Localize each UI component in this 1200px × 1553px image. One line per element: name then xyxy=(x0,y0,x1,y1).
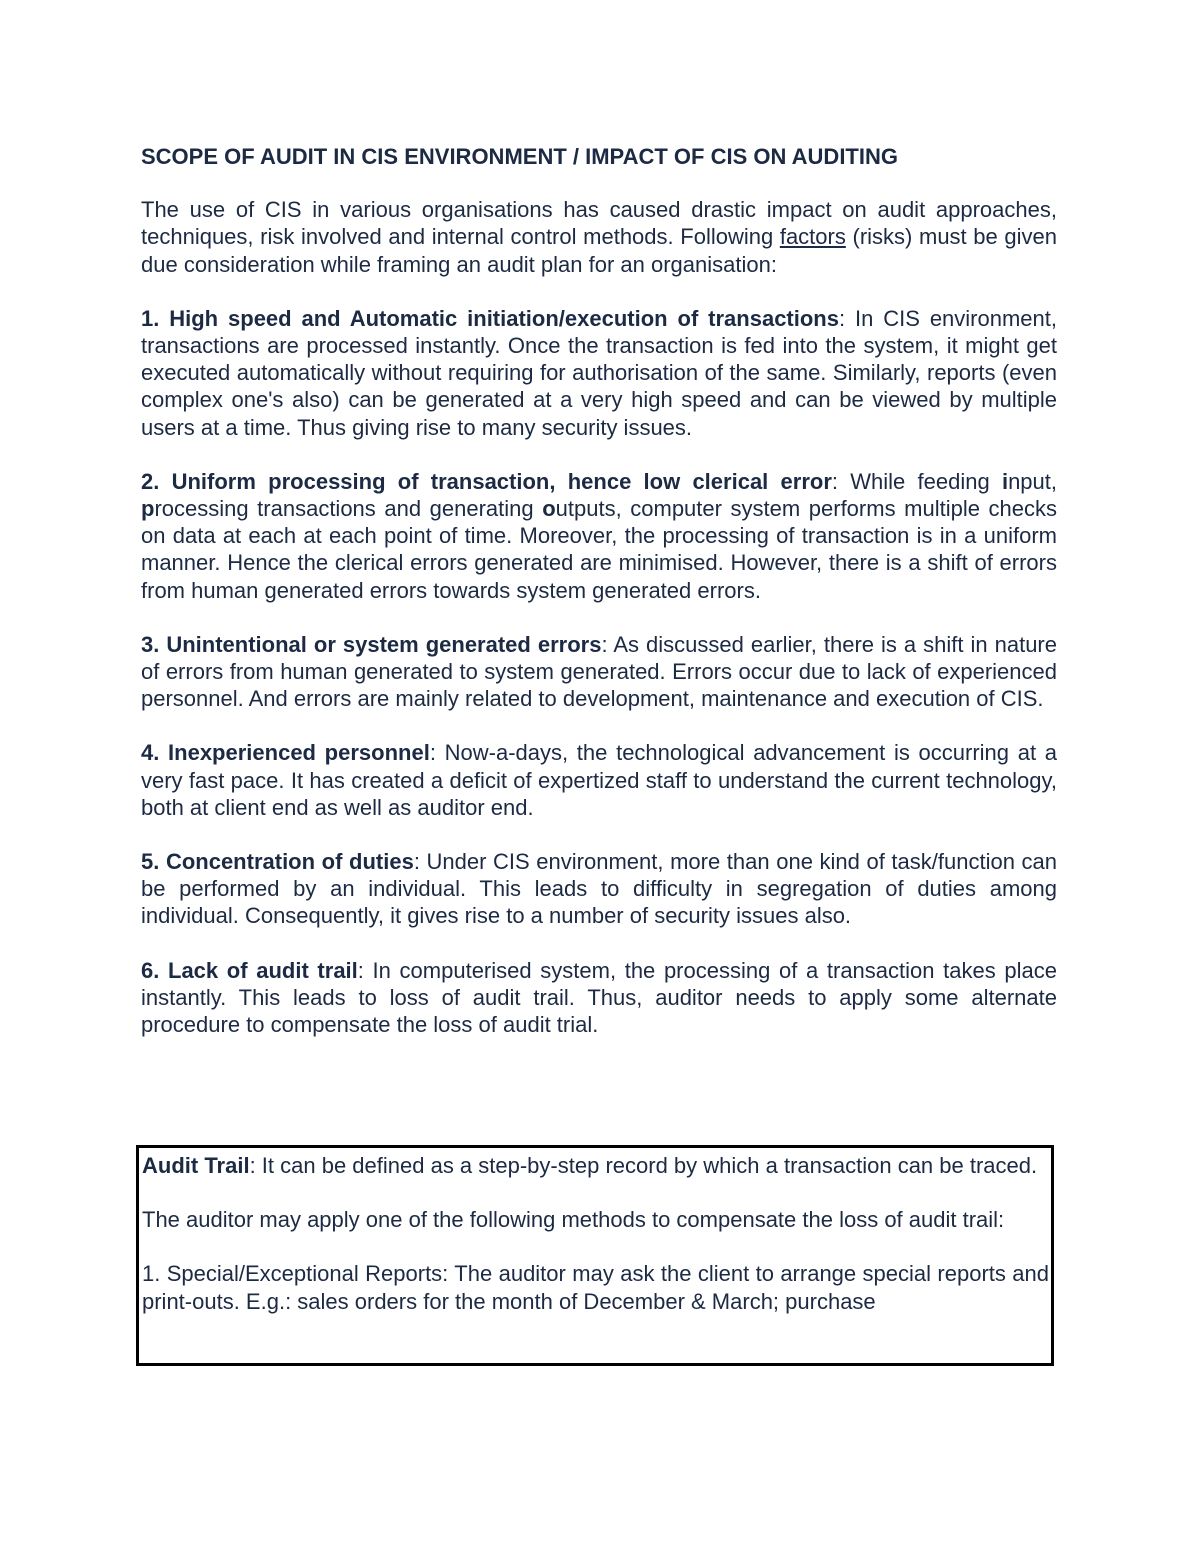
audit-trail-box xyxy=(136,1145,1054,1366)
point-2-body-b: nput, xyxy=(1008,468,1057,494)
intro-paragraph xyxy=(141,196,1057,278)
point-2-bold-p: p xyxy=(141,496,155,522)
point-3-heading: 3. Unintentional or system generated errors xyxy=(141,631,602,657)
point-2-bold-i: i xyxy=(1001,468,1009,494)
point-6-heading: 6. Lack of audit trail xyxy=(141,957,358,983)
point-4-heading: 4. Inexperienced personnel xyxy=(141,740,430,766)
factors-underlined: factors xyxy=(779,224,846,250)
point-2-bold-o: o xyxy=(542,496,556,522)
intro-text-before: The use of CIS in various organisations has caused drastic impact on audit approaches, techniques, risk involved and internal control methods. Following xyxy=(141,197,1057,250)
audit-trail-definition-text: : It can be defined as a step-by-step record by which a transaction can be traced. xyxy=(249,1153,1038,1178)
point-2-body-a: : While feeding xyxy=(831,468,1002,494)
point-3-body: : As discussed earlier, there is a shift in nature of errors from human generated to system generated. Errors occur due to lack of experienced personnel. And errors are mainly related to development, maintenance and execution of CIS. xyxy=(141,631,1057,712)
point-2-heading: 2. Uniform processing of transaction, hence low clerical error xyxy=(141,468,832,494)
point-5 xyxy=(141,848,1057,930)
point-1-heading: 1. High speed and Automatic initiation/execution of transactions xyxy=(141,305,839,331)
point-3 xyxy=(141,631,1057,713)
method-1: 1. Special/Exceptional Reports: The auditor may ask the client to arrange special reports and print-outs. E.g.: sales orders for the month of December & March; purchase xyxy=(142,1261,1049,1314)
point-2 xyxy=(141,468,1057,604)
point-5-body: : Under CIS environment, more than one kind of task/function can be performed by an individual. This leads to difficulty in segregation of duties among individual. Consequently, it gives rise to a number of security issues also. xyxy=(141,849,1057,929)
point-1 xyxy=(141,305,1057,441)
audit-trail-definition xyxy=(142,1152,1049,1179)
audit-trail-term: Audit Trail xyxy=(142,1153,250,1178)
page-title: SCOPE OF AUDIT IN CIS ENVIRONMENT / IMPACT OF CIS ON AUDITING xyxy=(141,144,898,169)
intro-text-after: (risks) must be given due consideration while framing an audit plan for an organisation: xyxy=(141,224,1057,277)
point-6 xyxy=(141,957,1057,1039)
point-5-heading: 5. Concentration of duties xyxy=(141,849,414,875)
point-4 xyxy=(141,739,1057,821)
point-6-body: : In computerised system, the processing of a transaction takes place instantly. This leads to loss of audit trail. Thus, auditor needs to apply some alternate procedure to compensate the loss of audit trial. xyxy=(141,957,1057,1038)
point-2-body-d: utputs, computer system performs multiple checks on data at each at each point of time. Moreover, the processing of transaction is in a uniform manner. Hence the clerical errors generated are minimised. However, there is a shift of errors from human generated errors towards system generated errors. xyxy=(141,496,1057,603)
document-page xyxy=(141,143,1057,1065)
point-1-body: : In CIS environment, transactions are processed instantly. Once the transaction is fed into the system, it might get executed automatically without requiring for authorisation of the same. Similarly, reports (even complex one's also) can be generated at a very high speed and can be viewed by multiple users at a time. Thus giving rise to many security issues. xyxy=(141,305,1058,440)
point-4-body: : Now-a-days, the technological advancement is occurring at a very fast pace. It has created a deficit of expertized staff to understand the current technology, both at client end as well as auditor end. xyxy=(141,740,1057,820)
point-2-body-c: rocessing transactions and generating xyxy=(154,496,543,522)
methods-intro: The auditor may apply one of the following methods to compensate the loss of audit trail: xyxy=(142,1207,1005,1233)
